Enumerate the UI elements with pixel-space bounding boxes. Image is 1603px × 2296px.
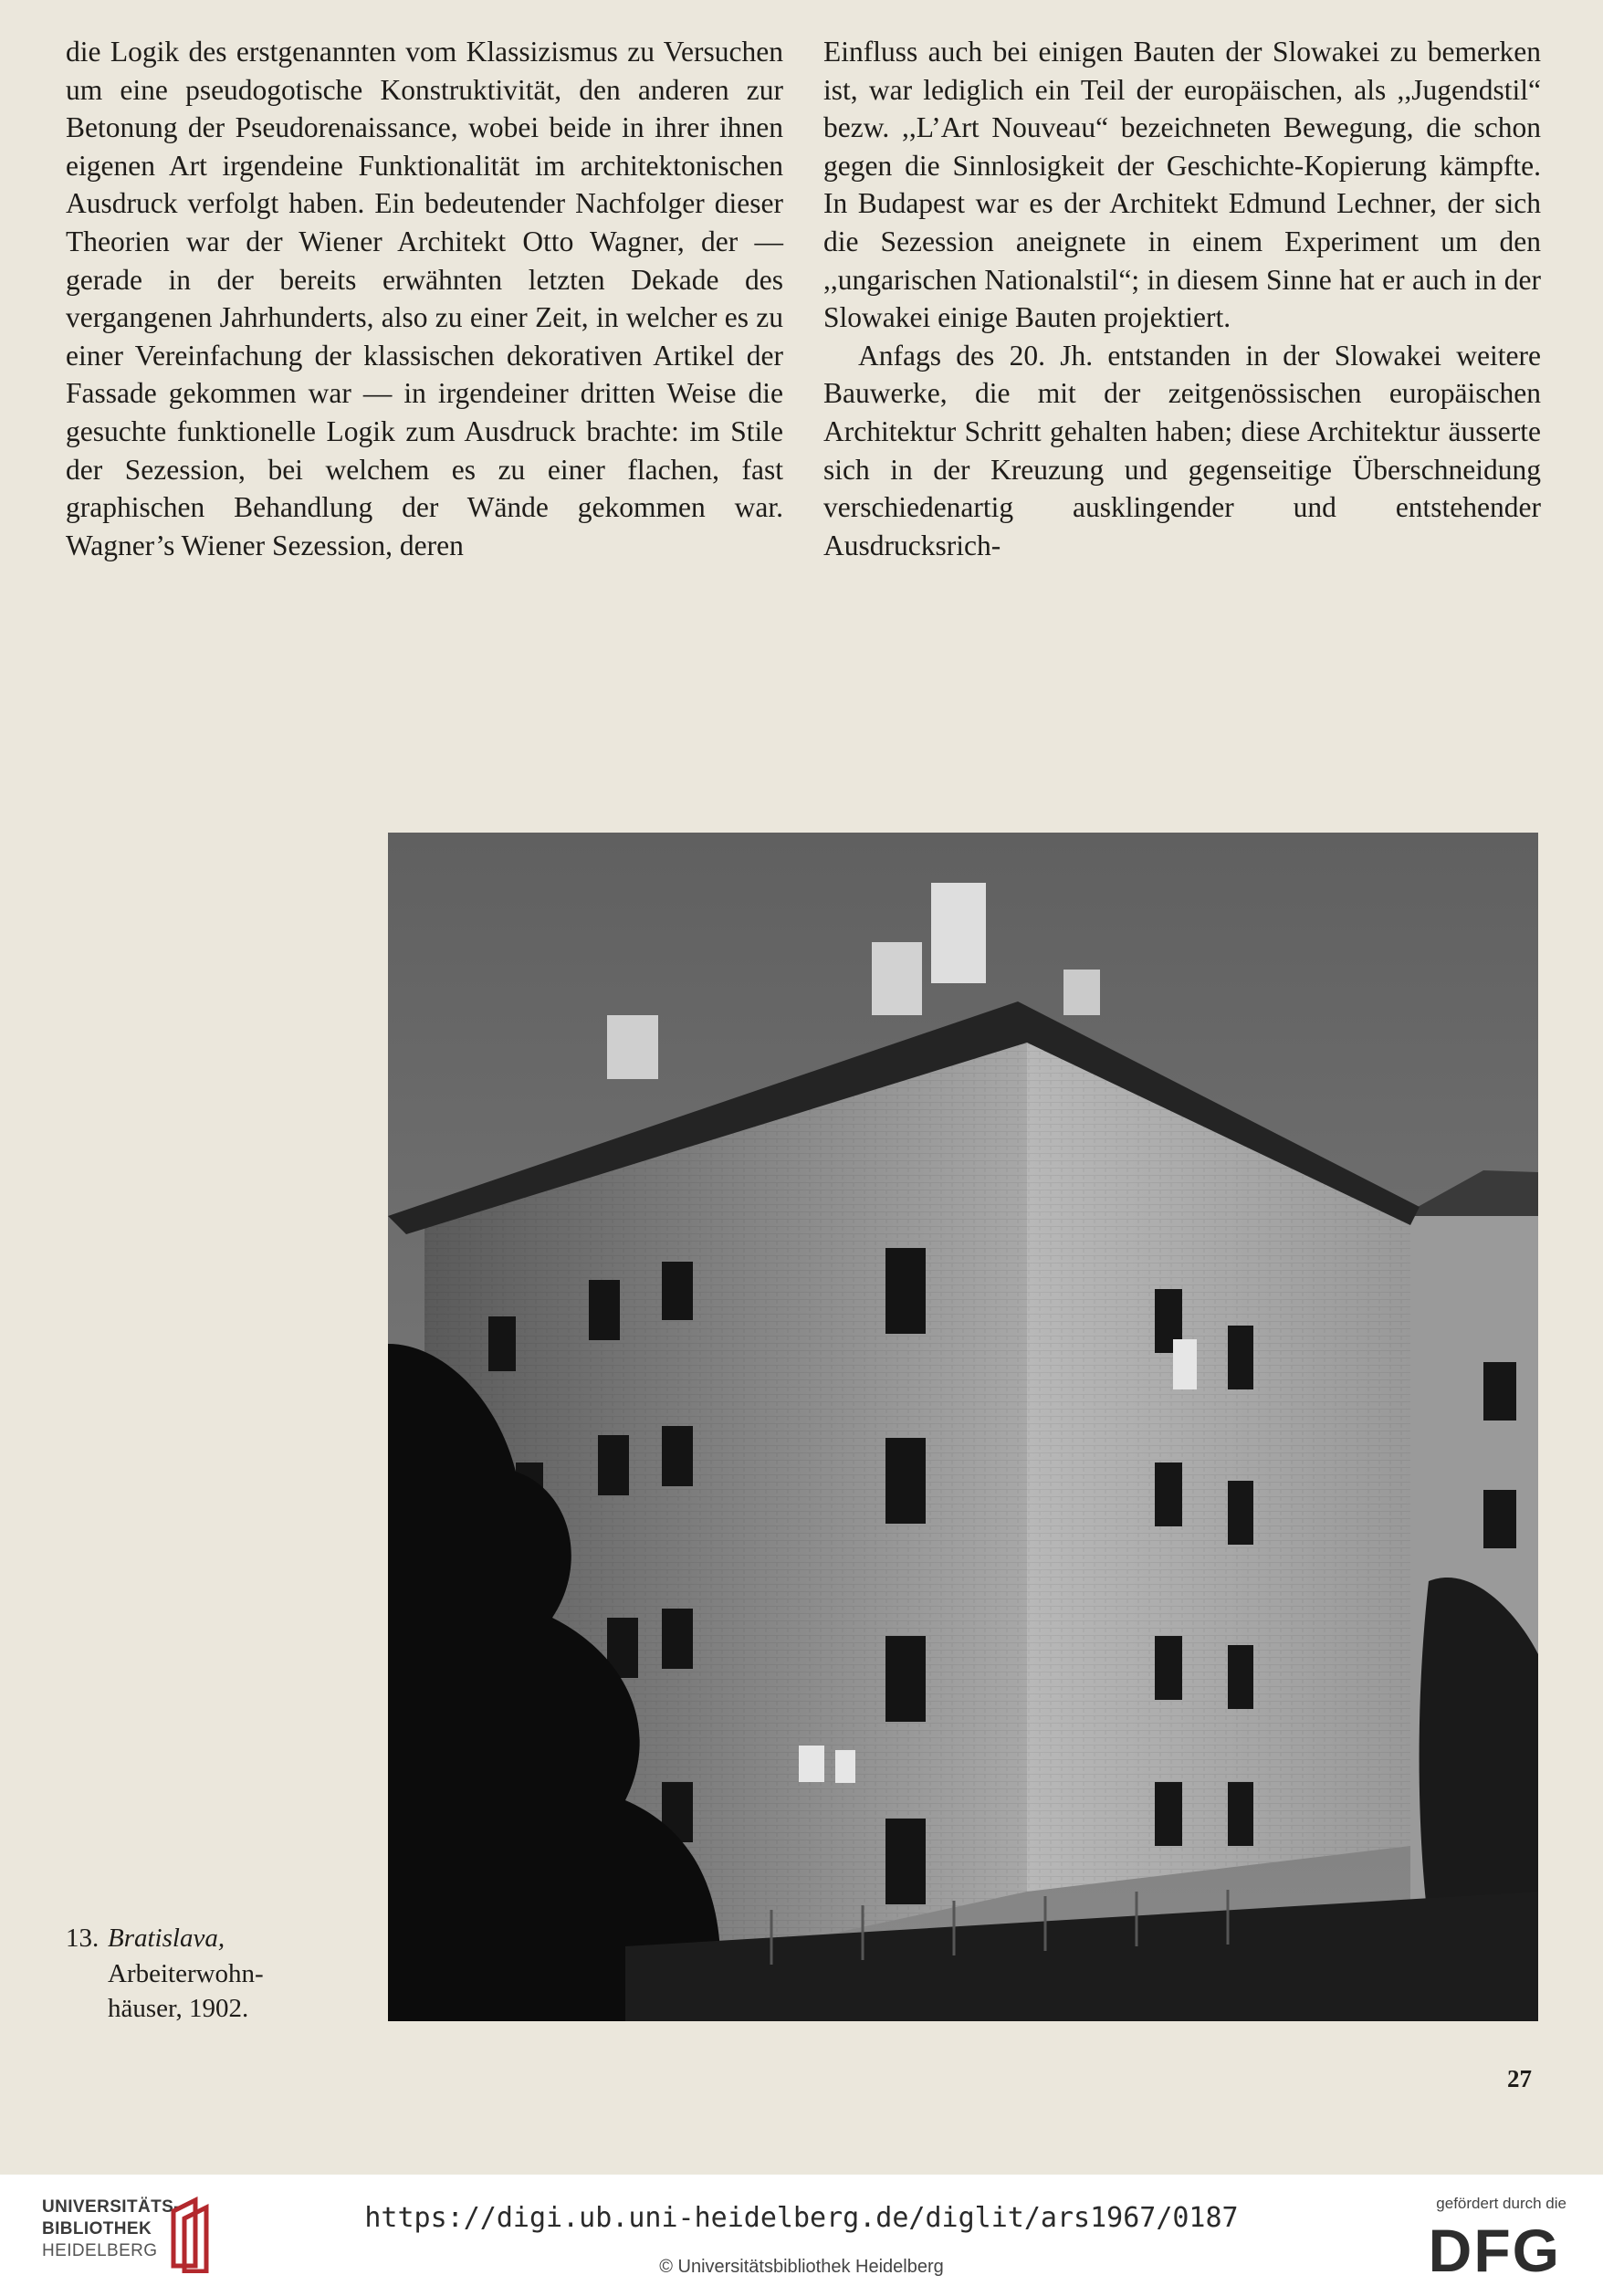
funded-by-label: gefördert durch die xyxy=(1436,2195,1566,2212)
figure-number: 13. xyxy=(66,1924,100,1953)
footer-bar xyxy=(0,2175,1603,2296)
left-paragraph: die Logik des erstgenannten vom Klassizismus zu Versuchen um eine pseudogotische Konstruktivität, den anderen zur Betonung der Pseudorenaissance, wobei beide in ihrer ihnen eigenen Art irgendeine Funktionalität im architektonischen Ausdruck verfolgt haben. Ein bedeutender Nachfolger dieser Theorien war der Wiener Architekt Otto Wagner, der — gerade in der bereits erwähnten letzten Dekade des vergangenen Jahrhunderts, also zu einer Zeit, in welcher es zu einer Vereinfachung der klassischen dekorativen Artikel der Fassade gekommen war — in irgendeiner dritten Weise die gesuchte funktionelle Logik zum Ausdruck brachte: im Stile der Sezession, bei welchem es zu einer flachen, fast graphischen Behandlung der Wände gekommen war. Wagner’s Wiener Sezession, deren xyxy=(66,36,783,561)
figure-caption-line-3: häuser, 1902. xyxy=(108,1994,249,2023)
right-paragraph-1: Einfluss auch bei einigen Bauten der Slowakei zu bemerken ist, war lediglich ein Teil der europäischen, als ,,Jugendstil“ bezw. ,,L’Art Nouveau“ bezeichneten Bewegung, die schon gegen die Sinnlosigkeit der Geschichte-Kopierung kämpfte. In Budapest war es der Architekt Edmund Lechner, der sich die Sezession aneignete in einem Experiment um den ,,ungarischen Nationalstil“; in diesem Sinne hat er auch in der Slowakei einige Bauten projektiert. xyxy=(823,36,1541,334)
page-number: 27 xyxy=(1507,2065,1532,2092)
building-photo-image xyxy=(388,833,1538,2021)
copyright-notice: © Universitätsbibliothek Heidelberg xyxy=(659,2257,944,2277)
dfg-logo: DFG xyxy=(1428,2217,1561,2284)
left-text-column xyxy=(66,33,783,564)
source-url-link[interactable]: https://digi.ub.uni-heidelberg.de/diglit/ars1967/0187 xyxy=(364,2202,1239,2234)
library-name-line-1: UNIVERSITÄTS- xyxy=(42,2197,180,2217)
right-paragraph-2: Anfags des 20. Jh. entstanden in der Slowakei weitere Bauwerke, die mit der zeitgenössischen europäischen Architektur Schritt gehalten haben; diese Architektur äusserte sich in der Kreuzung und gegenseitige Überschneidung verschiedenartig ausklingender und entstehender Ausdrucksrich- xyxy=(823,339,1541,561)
building-photograph xyxy=(388,833,1538,2021)
library-name-line-3: HEIDELBERG xyxy=(42,2241,158,2260)
library-name-line-2: BIBLIOTHEK xyxy=(42,2219,152,2238)
figure-caption-line-2: Arbeiterwohn- xyxy=(108,1958,264,1988)
figure-place: Bratislava, xyxy=(108,1924,225,1953)
right-text-column xyxy=(823,33,1541,564)
figure-caption xyxy=(66,1921,264,2027)
